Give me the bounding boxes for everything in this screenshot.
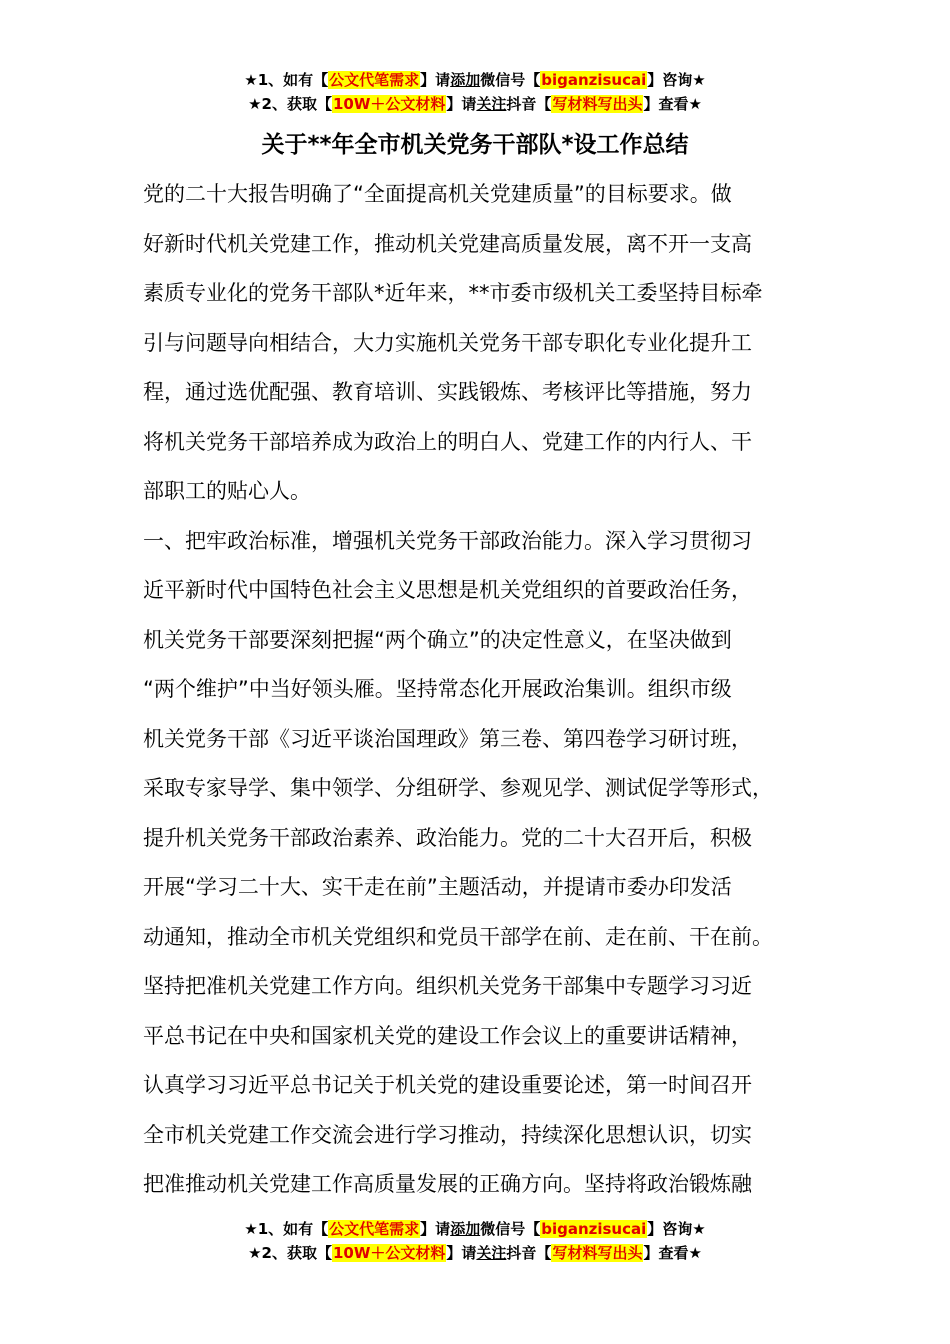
promo-text: 抖音【	[506, 1244, 552, 1262]
document-title: 关于**年全市机关党务干部队*设工作总结	[261, 132, 689, 158]
promo-text: ★1、如有【	[244, 71, 329, 89]
text-line: 开展“学习二十大、实干走在前”主题活动，并提请市委办印发活	[143, 875, 732, 899]
promo-text: ★2、获取【	[248, 1244, 332, 1262]
text-line: 部职工的贴心人。	[143, 479, 311, 503]
underlined-word: 关注	[476, 95, 507, 113]
promo-text: 】咨询★	[647, 1220, 706, 1238]
underlined-word: 关注	[476, 1244, 507, 1262]
text-line: 好新时代机关党建工作，推动机关党建高质量发展，离不开一支高	[143, 231, 752, 256]
promo-text: 】请	[420, 1220, 451, 1238]
promo-line-2	[0, 1241, 950, 1265]
text-line: 党的二十大报告明确了“全面提高机关党建质量”的目标要求。做	[143, 182, 732, 206]
text-line: 平总书记在中央和国家机关党的建设工作会议上的重要讲话精神，	[143, 1023, 752, 1048]
text-line: 近平新时代中国特色社会主义思想是机关党组织的首要政治任务，	[143, 578, 752, 602]
promo-text: 】请	[446, 1244, 477, 1262]
promo-text: 】咨询★	[647, 71, 706, 89]
promo-text: 】查看★	[643, 1244, 702, 1262]
text-line: 全市机关党建工作交流会进行学习推动，持续深化思想认识，切实	[143, 1122, 752, 1147]
promo-banner-top	[0, 68, 950, 116]
text-line: 机关党务干部要深刻把握“两个确立”的决定性意义，在坚决做到	[143, 627, 732, 652]
promo-text: 】查看★	[643, 95, 702, 113]
promo-text: 微信号【	[480, 71, 541, 89]
text-line: 素质专业化的党务干部队*近年来，**市委市级机关工委坚持目标牵	[143, 281, 763, 305]
highlighted-tag: 公文代笔需求	[329, 1220, 420, 1238]
promo-text: 】请	[420, 71, 451, 89]
underlined-word: 添加	[450, 71, 481, 89]
promo-text: 】请	[446, 95, 477, 113]
text-line: 机关党务干部《习近平谈治国理政》第三卷、第四卷学习研讨班，	[143, 726, 752, 751]
promo-line-1	[0, 1217, 950, 1241]
promo-text: 抖音【	[506, 95, 552, 113]
text-line: 将机关党务干部培养成为政治上的明白人、党建工作的内行人、干	[143, 429, 752, 454]
douyin-account: 写材料写出头	[552, 1244, 643, 1262]
promo-text: 微信号【	[480, 1220, 541, 1238]
document-body	[143, 170, 833, 1210]
text-line: 提升机关党务干部政治素养、政治能力。党的二十大召开后，积极	[143, 825, 752, 850]
text-line: 程，通过选优配强、教育培训、实践锻炼、考核评比等措施，努力	[143, 380, 752, 404]
promo-line-1	[0, 68, 950, 92]
promo-text: ★2、获取【	[248, 95, 332, 113]
paragraph	[143, 517, 833, 1210]
promo-banner-bottom	[0, 1217, 950, 1265]
wechat-id: biganzisucai	[541, 1220, 647, 1238]
promo-line-2	[0, 92, 950, 116]
douyin-account: 写材料写出头	[552, 95, 643, 113]
promo-text: ★1、如有【	[244, 1220, 329, 1238]
highlighted-tag: 公文代笔需求	[329, 71, 420, 89]
wechat-id: biganzisucai	[541, 71, 647, 89]
text-line: 动通知，推动全市机关党组织和党员干部学在前、走在前、干在前。	[143, 924, 773, 949]
highlighted-tag: 10W＋公文材料	[332, 1244, 446, 1262]
text-line: 认真学习习近平总书记关于机关党的建设重要论述，第一时间召开	[143, 1073, 752, 1097]
text-line: 一、把牢政治标准，增强机关党务干部政治能力。深入学习贯彻习	[143, 528, 752, 553]
text-line: 把准推动机关党建工作高质量发展的正确方向。坚持将政治锻炼融	[143, 1172, 752, 1196]
text-line: 坚持把准机关党建工作方向。组织机关党务干部集中专题学习习近	[143, 974, 752, 998]
paragraph	[143, 170, 833, 517]
underlined-word: 添加	[450, 1220, 481, 1238]
highlighted-tag: 10W＋公文材料	[332, 95, 446, 113]
text-line: “两个维护”中当好领头雁。坚持常态化开展政治集训。组织市级	[143, 677, 732, 701]
text-line: 引与问题导向相结合，大力实施机关党务干部专职化专业化提升工	[143, 330, 752, 355]
text-line: 采取专家导学、集中领学、分组研学、参观见学、测试促学等形式，	[143, 776, 773, 800]
